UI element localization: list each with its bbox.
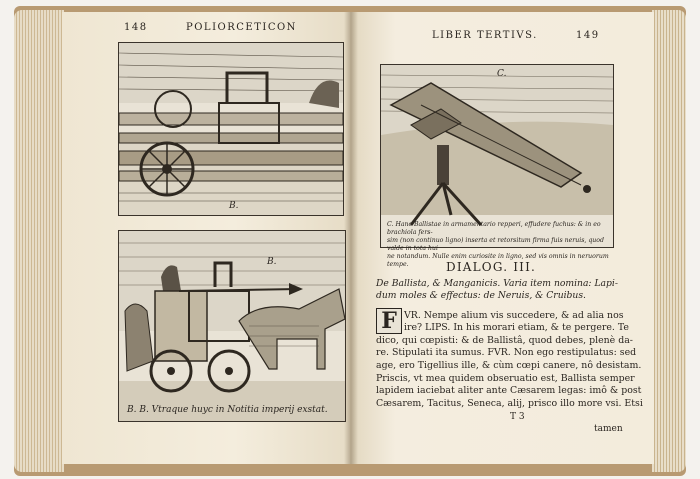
body-line: Priscis, vt mea quidem obseruatio est, Ballista semper	[376, 373, 635, 384]
book-gutter	[344, 12, 358, 464]
body-line: ire? LIPS. In his morari etiam, & te pergere. Te	[404, 322, 629, 333]
plate-caption-line: C. Hanc Ballistae in armamentario repperi, effudere fuchus: & in eo brachiola fers-	[387, 221, 601, 236]
plate-caption-bottom: B. B. Vtraque huyc in Notitia imperij exstat.	[127, 405, 328, 415]
drop-cap: F	[376, 308, 402, 334]
engraving-horse-drawn-ballista	[119, 231, 345, 421]
signature-mark: T 3	[510, 412, 525, 422]
catchword: tamen	[594, 424, 623, 434]
body-line: dico, qui cœpisti: & de Ballistâ, quod debes, plenè da-	[376, 335, 633, 346]
body-line: Cæsarem, Tacitus, Seneca, alij, prisco illo more vsi. Etsi	[376, 398, 643, 409]
engraving-ballista-side-view	[119, 43, 343, 215]
plate-caption-line: ne notandum. Nulle enim curiosite in ligno, sed vis omnis in neruorum tempe.	[387, 253, 609, 268]
left-running-head: POLIORCETICON	[186, 22, 297, 33]
subtitle-line: dum moles & effectus: de Neruis, & Cruibus.	[376, 290, 586, 301]
plate-label-top: B.	[229, 201, 239, 211]
plate-caption-line: sim (non continuo ligno) inserta et retorsitum firma fuis neruis, quod valde in tota hui	[387, 237, 604, 252]
right-page	[350, 12, 654, 464]
body-line: age, ero Tigellius ille, & cùm cœpi canere, nô desistam.	[376, 360, 642, 371]
body-line: re. Stipulati ita sumus. FVR. Non ego restipulatus: sed	[376, 347, 637, 358]
page-edges-right	[652, 10, 686, 472]
plate-label-c: C.	[497, 69, 507, 79]
right-page-number: 149	[576, 30, 600, 41]
body-line: lapidem iaciebat aliter ante Cæsarem legas: imô & post	[376, 385, 642, 396]
page-edges-left	[14, 10, 64, 472]
engraving-ballista-on-tripod	[381, 65, 613, 247]
plate-ballista-top	[118, 42, 344, 216]
body-line: VR. Nempe alium vis succedere, & ad alia nos	[404, 310, 624, 321]
plate-label-bottom: B.	[267, 257, 277, 267]
dialog-title: DIALOG. III.	[446, 260, 537, 274]
right-running-head: LIBER TERTIVS.	[432, 30, 538, 41]
left-page	[62, 12, 350, 464]
left-page-number: 148	[124, 22, 148, 33]
subtitle-line: De Ballista, & Manganicis. Varia item nomina: Lapi-	[376, 278, 618, 289]
plate-ballista-horses	[118, 230, 346, 422]
chapter-subtitle	[376, 278, 618, 302]
